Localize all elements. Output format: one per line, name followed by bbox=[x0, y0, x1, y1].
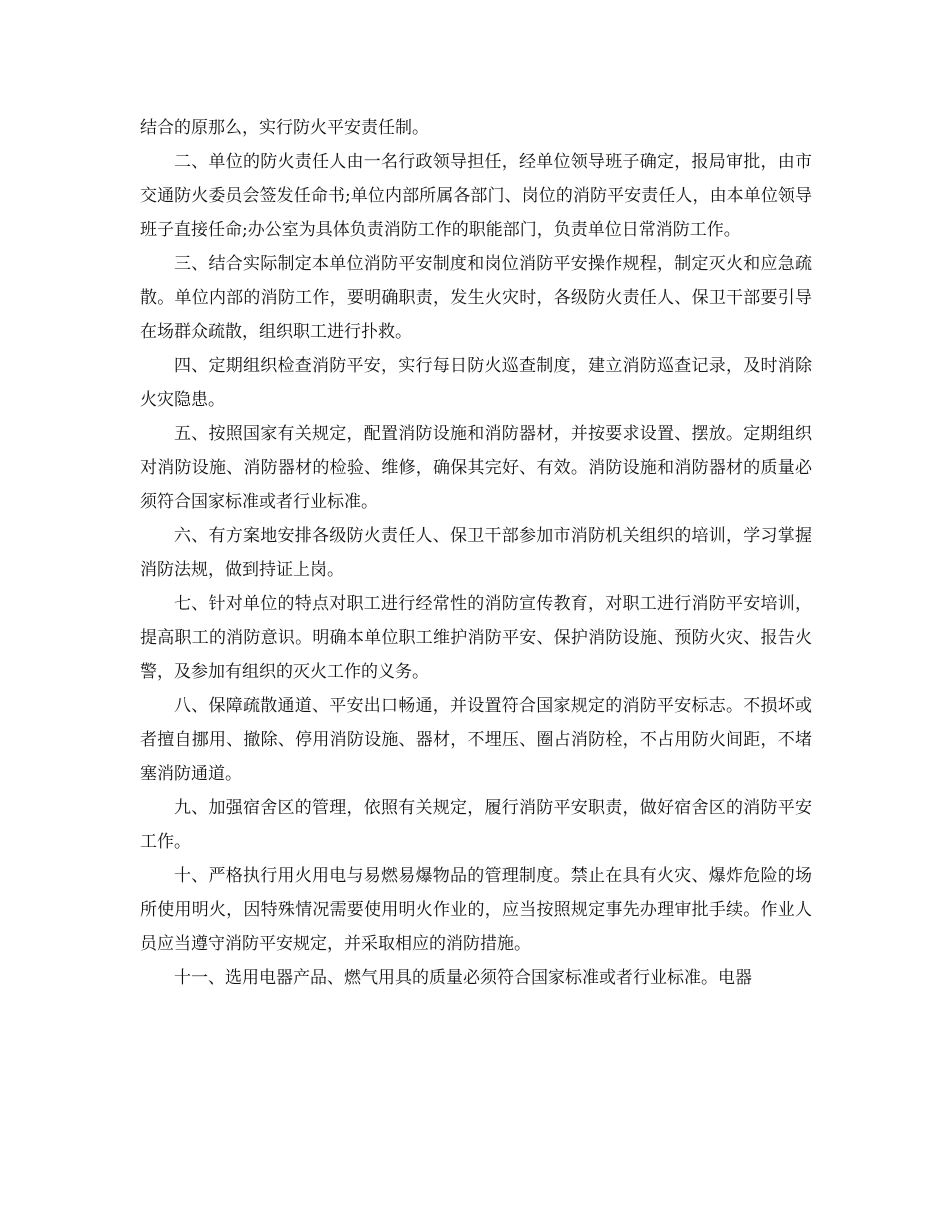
paragraph-item-10: 十、严格执行用火用电与易燃易爆物品的管理制度。禁止在具有火灾、爆炸危险的场所使用明火，因特殊情况需要使用明火作业的，应当按照规定事先办理审批手续。作业人员应当遵守消防平安规定，并采取相应的消防措施。 bbox=[140, 866, 812, 954]
paragraph-item-8: 八、保障疏散通道、平安出口畅通，并设置符合国家规定的消防平安标志。不损坏或者擅自挪用、撤除、停用消防设施、器材，不埋压、圈占消防栓，不占用防火间距，不堵塞消防通道。 bbox=[140, 696, 812, 784]
paragraph-item-11: 十一、选用电器产品、燃气用具的质量必须符合国家标准或者行业标准。电器 bbox=[174, 968, 752, 988]
paragraph-item-5: 五、按照国家有关规定，配置消防设施和消防器材，并按要求设置、摆放。定期组织对消防设施、消防器材的检验、维修，确保其完好、有效。消防设施和消防器材的质量必须符合国家标准或者行业标准。 bbox=[140, 424, 812, 512]
paragraph-item-9: 九、加强宿舍区的管理，依照有关规定，履行消防平安职责，做好宿舍区的消防平安工作。 bbox=[140, 798, 812, 852]
paragraph-item-2: 二、单位的防火责任人由一名行政领导担任，经单位领导班子确定，报局审批，由市交通防火委员会签发任命书;单位内部所属各部门、岗位的消防平安责任人，由本单位领导班子直接任命;办公室为具体负责消防工作的职能部门，负责单位日常消防工作。 bbox=[140, 152, 812, 240]
paragraph-item-6: 六、有方案地安排各级防火责任人、保卫干部参加市消防机关组织的培训，学习掌握消防法规，做到持证上岗。 bbox=[140, 526, 812, 580]
paragraph-continuation: 结合的原那么，实行防火平安责任制。 bbox=[140, 118, 429, 138]
document-body bbox=[140, 111, 812, 995]
paragraph-item-3: 三、结合实际制定本单位消防平安制度和岗位消防平安操作规程，制定灭火和应急疏散。单位内部的消防工作，要明确职责，发生火灾时，各级防火责任人、保卫干部要引导在场群众疏散，组织职工进行扑救。 bbox=[140, 254, 812, 342]
paragraph-item-7: 七、针对单位的特点对职工进行经常性的消防宣传教育，对职工进行消防平安培训，提高职工的消防意识。明确本单位职工维护消防平安、保护消防设施、预防火灾、报告火警，及参加有组织的灭火工作的义务。 bbox=[140, 594, 812, 682]
paragraph-item-4: 四、定期组织检查消防平安，实行每日防火巡查制度，建立消防巡查记录，及时消除火灾隐患。 bbox=[140, 356, 812, 410]
